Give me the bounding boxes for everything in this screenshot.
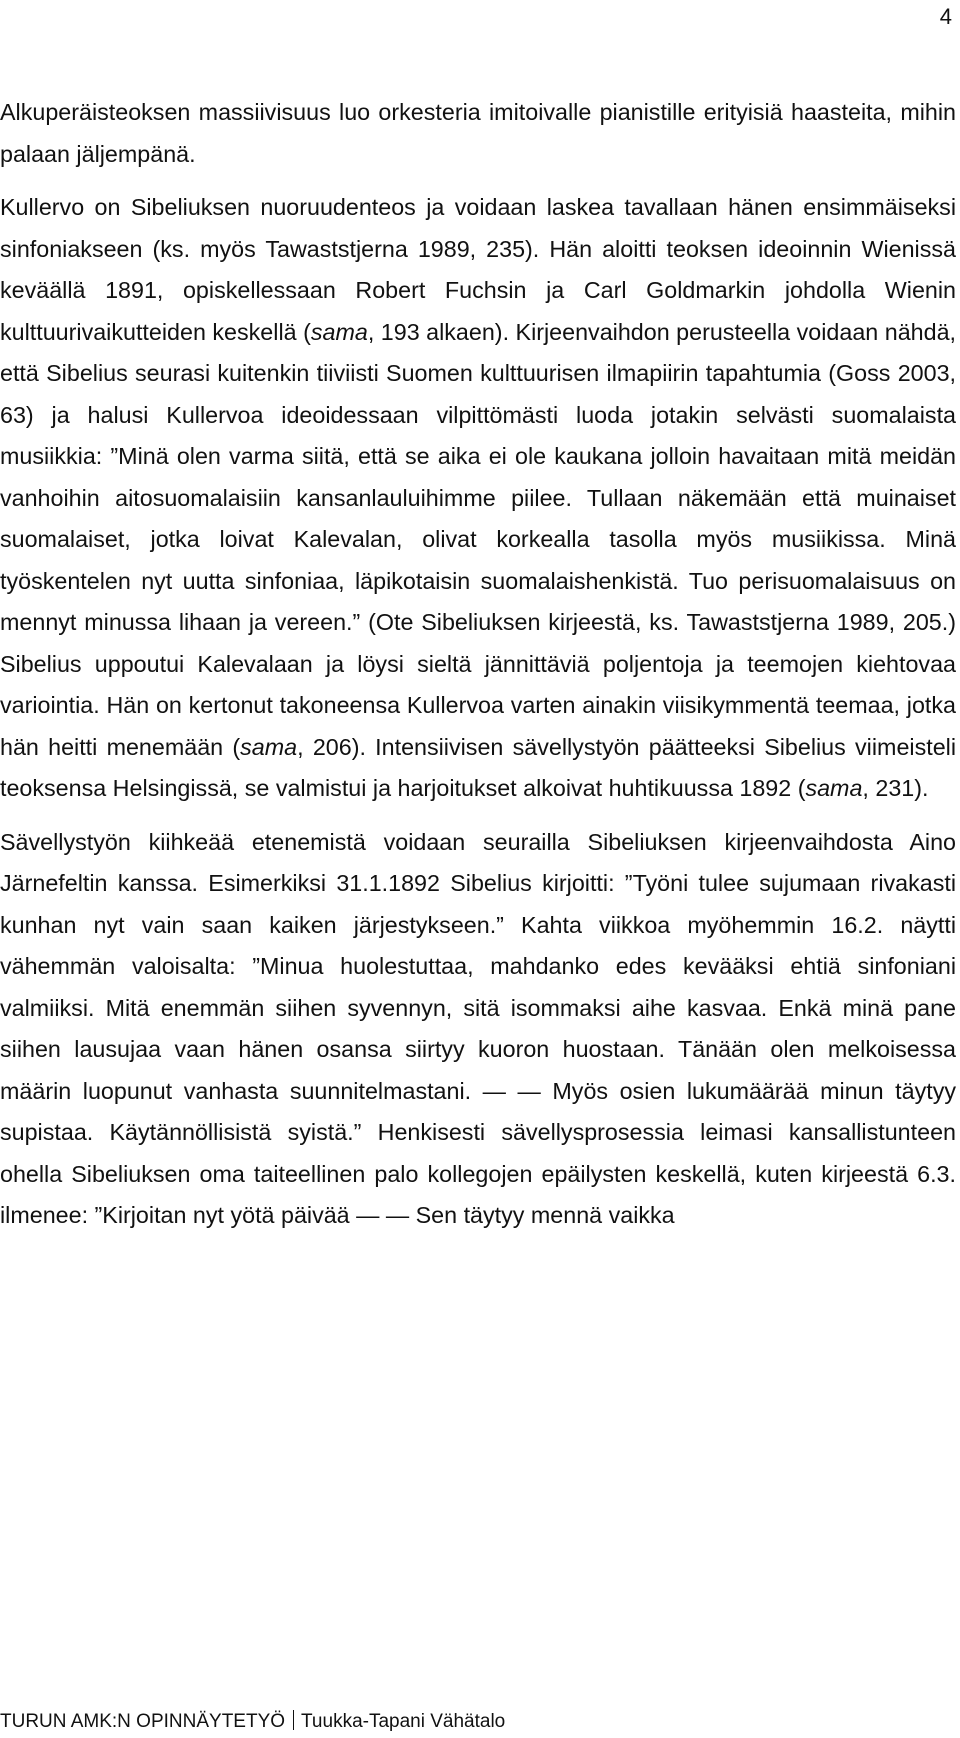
italic-text: sama xyxy=(310,318,368,345)
page-number: 4 xyxy=(939,4,952,29)
text-segment: , 231). xyxy=(862,775,929,801)
text-segment: Kullervo on Sibeliuksen nuoruudenteos ja voidaan laskea tavallaan hänen ensimmäiseksi sinfoniakseen (ks. myös Tawaststjerna 1989, 235). Hän aloitti teoksen ideoinnin Wienissä keväällä 1891, opiskellessaan Robert Fuchsin ja Carl Goldmarkin johdolla Wienin kulttuurivaikutteiden keskellä ( xyxy=(0,194,956,345)
document-body xyxy=(0,92,956,1237)
paragraph-1 xyxy=(0,92,956,175)
text-segment: , 206). Intensiivisen sävellystyön päätteeksi Sibelius viimeisteli teoksensa Helsingissä, se valmistui ja harjoitukset alkoivat huhtikuussa 1892 ( xyxy=(0,733,957,801)
footer-institution: TURUN AMK:N OPINNÄYTETYÖ xyxy=(0,1711,286,1732)
paragraph-3 xyxy=(0,822,956,1237)
italic-text: sama xyxy=(805,775,863,801)
paragraph-2 xyxy=(0,187,956,810)
footer-author: Tuukka-Tapani Vähätalo xyxy=(301,1711,506,1732)
footer-separator xyxy=(293,1710,294,1730)
text-segment: , 193 alkaen). Kirjeenvaihdon perusteella voidaan nähdä, että Sibelius seurasi kuitenkin tiiviisti Suomen kulttuurisen ilmapiirin tapahtumia (Goss 2003, 63) ja halusi Kullervoa ideoidessaan vilpittömästi luoda jotakin selvästi suomalaista musiikkia: ”Minä olen varma siitä, että se aika ei ole kaukana jolloin havaitaan mitä meidän vanhoihin aitosuomalaisiin kansanlauluihimme piilee. Tullaan näkemään että muinaiset suomalaiset, jotka loivat Kalevalan, olivat korkealla tasolla myös musiikissa. Minä työskentelen nyt uutta sinfoniaa, läpikotaisin suomalaishenkistä. Tuo perisuomalaisuus on mennyt minussa lihaan ja vereen.” (Ote Sibeliuksen kirjeestä, ks. Tawaststjerna 1989, 205.) Sibelius uppoutui Kalevalaan ja löysi sieltä jännittäviä poljentoja ja teemojen kiehtovaa variointia. Hän on kertonut takoneensa Kullervoa varten ainakin viisikymmentä teemaa, jotka hän heitti menemään ( xyxy=(0,318,956,760)
page-footer xyxy=(0,1710,505,1734)
text-segment: Sävellystyön kiihkeää etenemistä voidaan seurailla Sibeliuksen kirjeenvaihdosta Aino Järnefeltin kanssa. Esimerkiksi 31.1.1892 Sibelius kirjoitti: ”Työni tulee sujumaan rivakasti kunhan nyt vain saan kaiken järjestykseen.” Kahta viikkoa myöhemmin 16.2. näytti vähemmän valoisalta: ”Minua huolestuttaa, mahdanko edes kevääksi ehtiä sinfoniani valmiiksi. Mitä enemmän siihen syvennyn, sitä isommaksi aihe kasvaa. Enkä minä pane siihen lausujaa vaan hänen osansa siirtyy kuoron huostaan. Tänään olen melkoisessa määrin luopunut vanhasta suunnitelmastani. — — Myös osien lukumäärää minun täytyy supistaa. Käytännöllisistä syistä.” Henkisesti sävellysprosessia leimasi kansallistunteen ohella Sibeliuksen oma taiteellinen palo kollegojen epäilysten keskellä, kuten kirjeestä 6.3. ilmenee: ”Kirjoitan nyt yötä päivää — — Sen täytyy mennä vaikka xyxy=(0,828,956,1228)
text-segment: Alkuperäisteoksen massiivisuus luo orkesteria imitoivalle pianistille erityisiä haasteita, mihin palaan jäljempänä. xyxy=(0,99,956,167)
italic-text: sama xyxy=(240,733,298,760)
